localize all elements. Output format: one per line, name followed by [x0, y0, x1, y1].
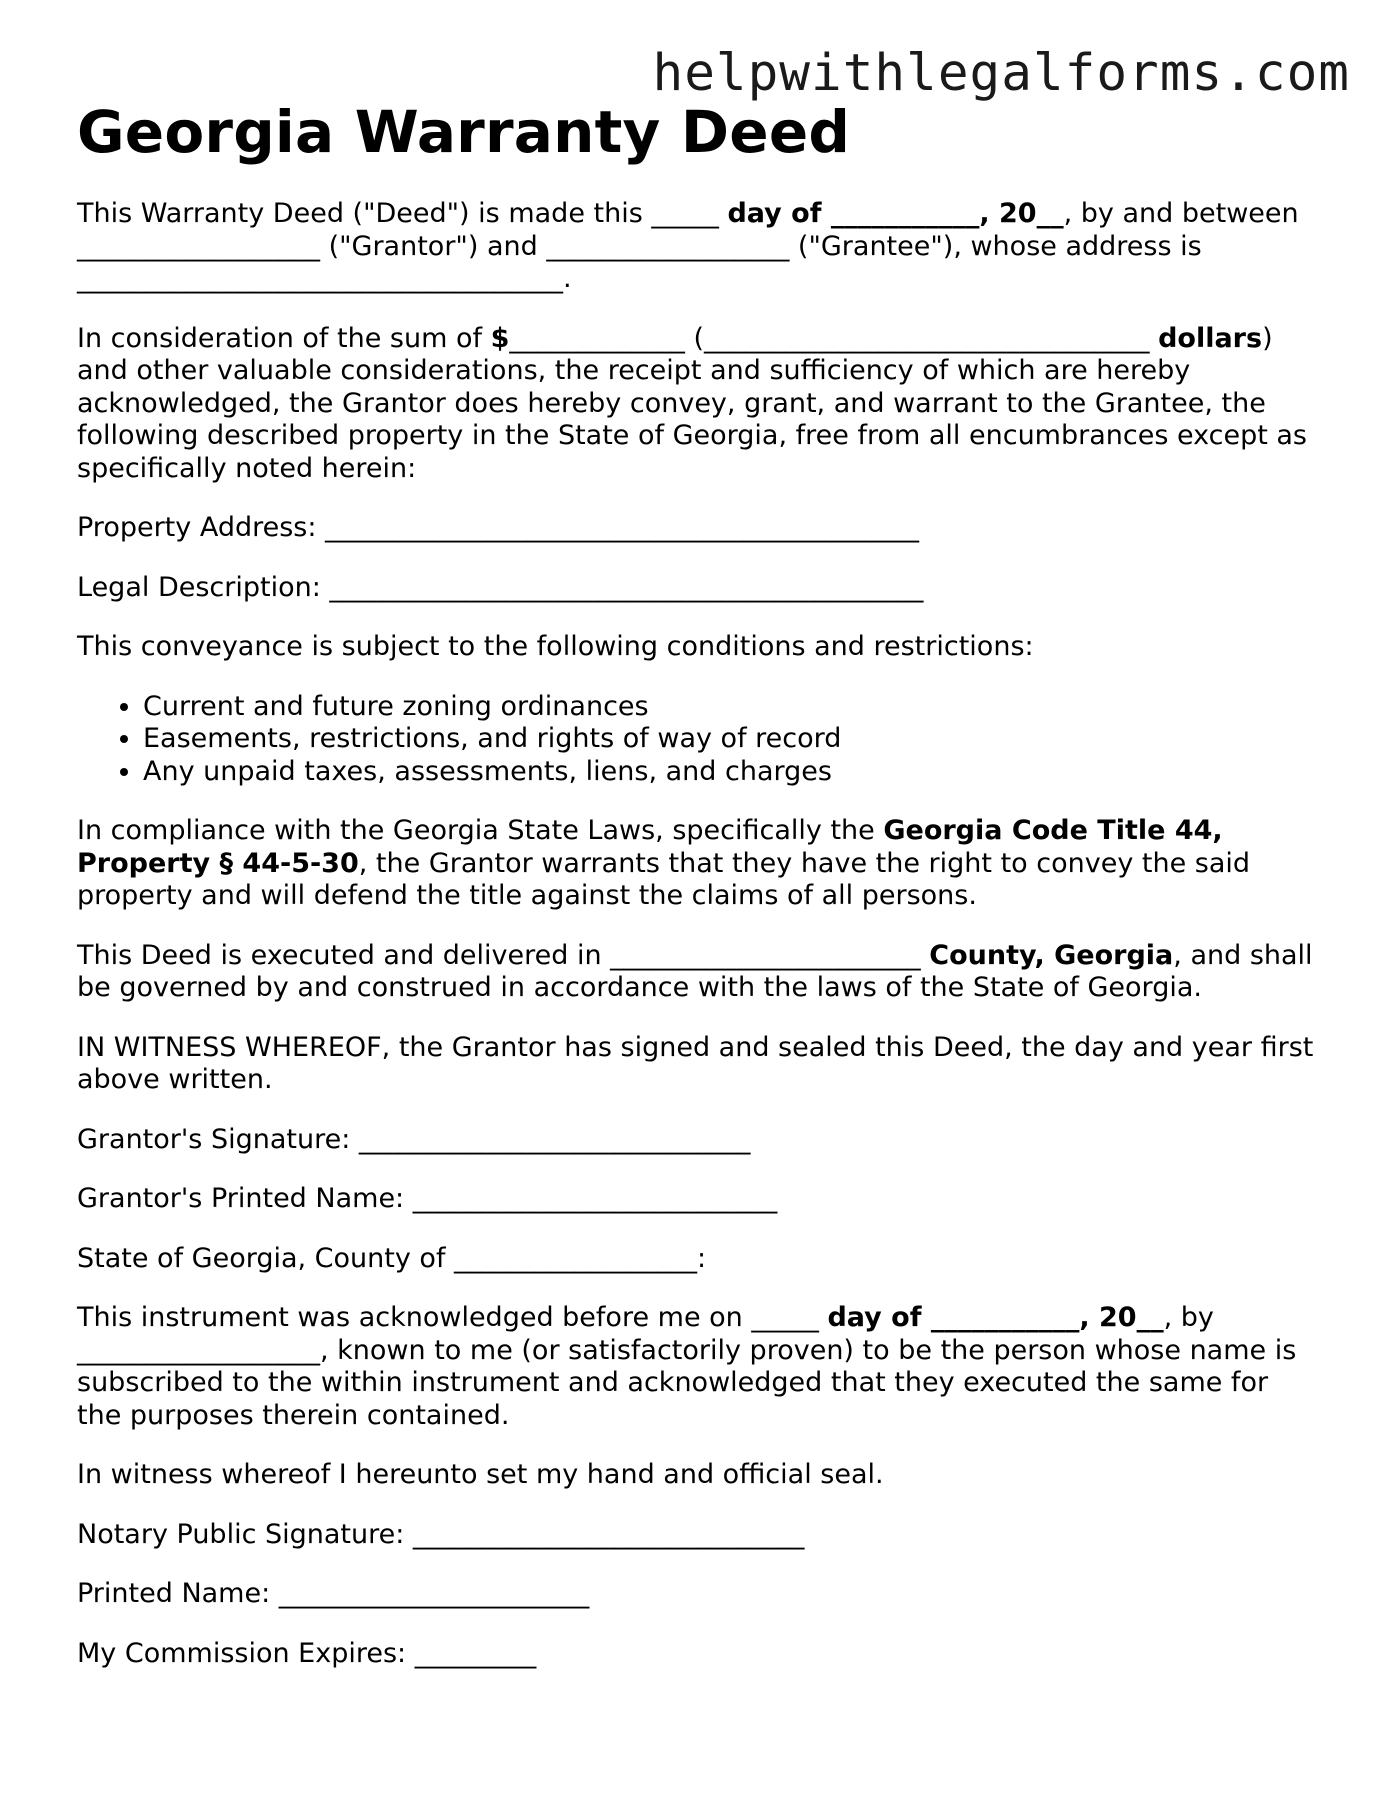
notary-signature-line: Notary Public Signature: _____________________________: [77, 1518, 805, 1550]
state-county-line: State of Georgia, County of __________________:: [77, 1242, 707, 1274]
intro-paragraph: [77, 198, 1317, 296]
execution-county-bold: County, Georgia: [929, 939, 1174, 971]
consideration-dollars-bold: dollars: [1158, 322, 1263, 354]
list-item: • Any unpaid taxes, assessments, liens, and charges: [143, 756, 1317, 789]
intro-text-2: , by and between __________________ ("Grantor") and __________________ ("Grantee"), whose address is ____________________________________.: [77, 198, 1299, 294]
site-watermark: helpwithlegalforms.com: [652, 44, 1350, 103]
printed-name-line: Printed Name: _______________________: [77, 1578, 590, 1609]
consideration-text-2: _____________ (_________________________________: [509, 322, 1159, 354]
acknowledgment-paragraph: [77, 1302, 1317, 1432]
witness-paragraph: IN WITNESS WHEREOF, the Grantor has signed and sealed this Deed, the day and year first above written.: [77, 1031, 1314, 1095]
acknowledgment-date-bold: day of ___________, 20__: [827, 1302, 1164, 1333]
compliance-text-2: , the Grantor warrants that they have the right to convey the said property and will defend the title against the claims of all persons.: [77, 847, 1251, 911]
conditions-intro: This conveyance is subject to the following conditions and restrictions:: [77, 631, 1034, 662]
grantor-printed-name-line: Grantor's Printed Name: ___________________________: [77, 1183, 778, 1214]
execution-text-1: This Deed is executed and delivered in _______________________: [77, 939, 930, 971]
consideration-dollar-sign: $: [490, 322, 510, 354]
execution-paragraph: [77, 940, 1317, 1005]
compliance-paragraph: [77, 815, 1317, 913]
list-item: • Easements, restrictions, and rights of way of record: [143, 723, 1317, 756]
legal-description-line: Legal Description: ____________________________________________: [77, 571, 924, 603]
consideration-text-1: In consideration of the sum of: [77, 322, 491, 354]
page-title: Georgia Warranty Deed: [77, 98, 851, 166]
intro-date-bold: day of ___________, 20__: [727, 198, 1064, 229]
deed-document: [77, 96, 1317, 1670]
acknowledgment-text-1: This instrument was acknowledged before me on _____: [77, 1302, 828, 1333]
intro-text-1: This Warranty Deed ("Deed") is made this _____: [77, 198, 728, 229]
property-address-line: Property Address: ____________________________________________: [77, 512, 920, 543]
compliance-code-bold: Georgia Code Title 44, Property § 44-5-30: [77, 815, 1223, 879]
consideration-paragraph: [77, 323, 1317, 486]
grantor-signature-line: Grantor's Signature: _____________________________: [77, 1123, 751, 1155]
acknowledgment-text-2: , by __________________, known to me (or satisfactorily proven) to be the person whose name is subscribed to the within instrument and acknowledged that they executed the same for the purposes therein contained.: [77, 1302, 1297, 1431]
execution-text-2: , and shall be governed by and construed in accordance with the laws of the State of Georgia.: [77, 939, 1313, 1003]
compliance-text-1: In compliance with the Georgia State Laws, specifically the: [77, 815, 884, 846]
list-item: • Current and future zoning ordinances: [143, 691, 1317, 724]
consideration-text-3: ) and other valuable considerations, the receipt and sufficiency of which are hereby acknowledged, the Grantor does hereby convey, grant, and warrant to the Grantee, the following described property in the State of Georgia, free from all encumbrances except as specifically noted herein:: [77, 322, 1308, 484]
notary-witness-line: In witness whereof I hereunto set my hand and official seal.: [77, 1459, 884, 1490]
commission-expires-line: My Commission Expires: _________: [77, 1637, 537, 1669]
conditions-list: [77, 691, 1317, 789]
